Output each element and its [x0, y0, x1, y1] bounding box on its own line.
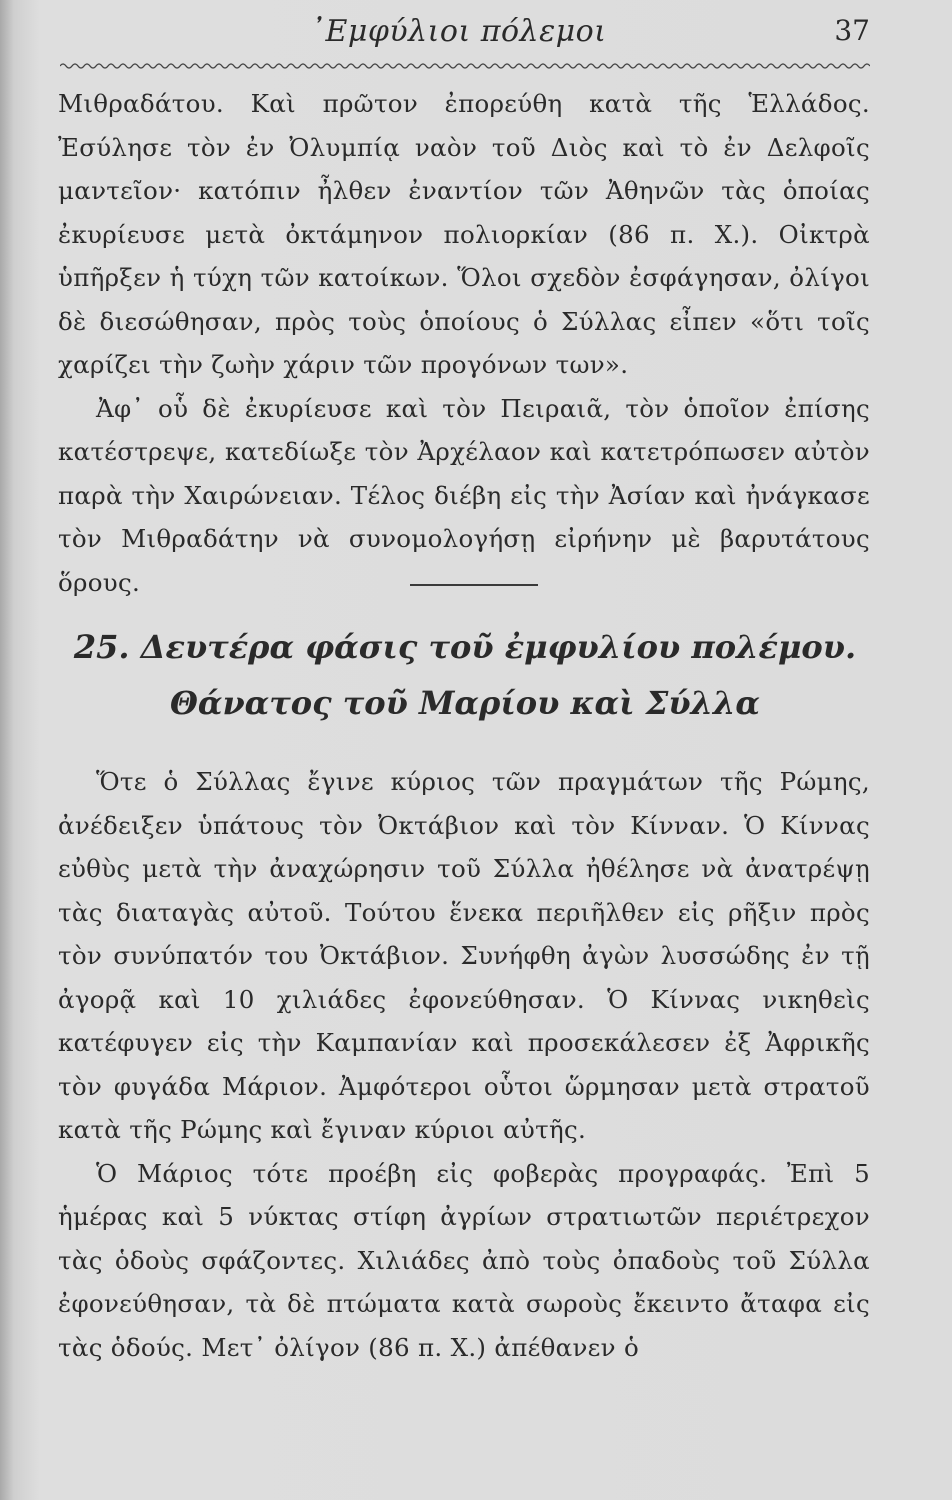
text-block-bottom: [58, 760, 870, 1369]
running-title: ᾿Εμφύλιοι πόλεμοι: [310, 14, 607, 49]
paragraph: Ὅτε ὁ Σύλλας ἔγινε κύριος τῶν πραγμάτων τῆς Ρώμης, ἀνέδειξεν ὑπάτους τὸν Ὀκτάβιον καὶ τὸν Κίνναν. Ὁ Κίννας εὐθὺς μετὰ τὴν ἀναχώρησιν τοῦ Σύλλα ἠθέλησε νὰ ἀνατρέψῃ τὰς διαταγὰς αὐτοῦ. Τούτου ἕνεκα περιῆλθεν εἰς ρῆξιν πρὸς τὸν συνύπατόν του Ὀκτάβιον. Συνήφθη ἀγὼν λυσσώδης ἐν τῇ ἀγορᾷ καὶ 10 χιλιάδες ἐφονεύθησαν. Ὁ Κίννας νικηθεὶς κατέφυγεν εἰς τὴν Καμπανίαν καὶ προσεκάλεσεν ἐξ Ἀφρικῆς τὸν φυγάδα Μάριον. Ἀμφότεροι οὗτοι ὥρμησαν μετὰ στρατοῦ κατὰ τῆς Ρώμης καὶ ἔγιναν κύριοι αὐτῆς.: [58, 767, 870, 1144]
section-divider: [410, 584, 538, 586]
text-block-top: [58, 82, 870, 604]
section-heading: 25. Δευτέρα φάσις τοῦ ἐμφυλίου πολέμου.: [73, 628, 857, 666]
page-header: [60, 8, 870, 58]
paragraph: Ὁ Μάριος τότε προέβη εἰς φοβερὰς προγραφάς. Ἐπὶ 5 ἡμέρας καὶ 5 νύκτας στίφη ἀγρίων στρατιωτῶν περιέτρεχον τὰς ὁδοὺς σφάζοντες. Χιλιάδες ἀπὸ τοὺς ὀπαδοὺς τοῦ Σύλλα ἐφονεύθησαν, τὰ δὲ πτώματα κατὰ σωροὺς ἔκειντο ἄταφα εἰς τὰς ὁδούς. Μετ᾽ ὀλίγον (86 π. Χ.) ἀπέθανεν ὁ: [58, 1158, 870, 1362]
page-number: 37: [834, 14, 870, 47]
paragraph: Ἀφ᾽ οὗ δὲ ἐκυρίευσε καὶ τὸν Πειραιᾶ, τὸν ὁποῖον ἐπίσης κατέστρεψε, κατεδίωξε τὸν Ἀρχέλαον καὶ κατετρόπωσεν αὐτὸν παρὰ τὴν Χαιρώνειαν. Τέλος διέβη εἰς τὴν Ἀσίαν καὶ ἠνάγκασε τὸν Μιθραδάτην νὰ συνομολογήσῃ εἰρήνην μὲ βαρυτάτους ὅρους.: [58, 393, 870, 597]
wavy-header-rule: [60, 60, 870, 72]
section-subheading: Θάνατος τοῦ Μαρίου καὶ Σύλλα: [169, 684, 761, 722]
paragraph: Μιθραδάτου. Καὶ πρῶτον ἐπορεύθη κατὰ τῆς Ἑλλάδος. Ἐσύλησε τὸν ἐν Ὀλυμπίᾳ ναὸν τοῦ Διὸς καὶ τὸ ἐν Δελφοῖς μαντεῖον· κατόπιν ἦλθεν ἐναντίον τῶν Ἀθηνῶν τὰς ὁποίας ἐκυρίευσε μετὰ ὀκτάμηνον πολιορκίαν (86 π. Χ.). Οἰκτρὰ ὑπῆρξεν ἡ τύχη τῶν κατοίκων. Ὅλοι σχεδὸν ἐσφάγησαν, ὀλίγοι δὲ διεσώθησαν, πρὸς τοὺς ὁποίους ὁ Σύλλας εἶπεν «ὅτι τοῖς χαρίζει τὴν ζωὴν χάριν τῶν προγόνων των».: [58, 89, 870, 379]
